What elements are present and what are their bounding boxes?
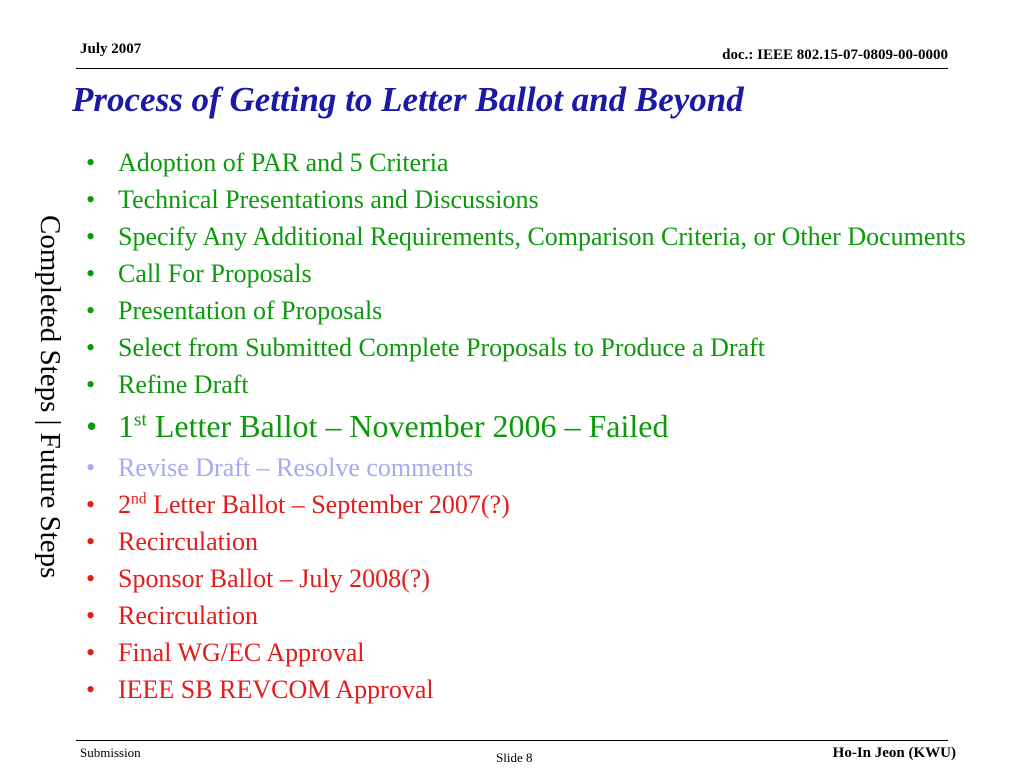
- header-doc-id: doc.: IEEE 802.15-07-0809-00-0000: [722, 47, 948, 63]
- slide-title: Process of Getting to Letter Ballot and Beyond: [72, 80, 744, 119]
- bullet-item-future: [86, 635, 996, 672]
- bullet-text: Refine Draft: [118, 370, 249, 399]
- bullet-text: Letter Ballot – November 2006 – Failed: [146, 408, 669, 444]
- bullet-dot-icon: •: [86, 333, 96, 362]
- bullet-dot-icon: •: [86, 601, 96, 630]
- bullet-item: [86, 219, 996, 256]
- bullet-dot-icon: •: [86, 675, 96, 704]
- footer-divider: [76, 740, 948, 741]
- bullet-text: Adoption of PAR and 5 Criteria: [118, 148, 449, 177]
- footer-slide-number: Slide 8: [496, 750, 533, 765]
- bullet-item-current: [86, 404, 996, 450]
- bullet-text: Specify Any Additional Requirements, Comparison Criteria, or Other Documents: [118, 222, 966, 251]
- bullet-item: [86, 182, 996, 219]
- header-date: July 2007: [80, 41, 142, 57]
- bullet-text: Technical Presentations and Discussions: [118, 185, 539, 214]
- bullet-dot-icon: •: [86, 453, 96, 482]
- bullet-item-future: [86, 672, 996, 709]
- side-label: Completed Steps | Future Steps: [34, 215, 66, 579]
- bullet-ordinal: 2: [118, 490, 131, 519]
- bullet-item-future: [86, 598, 996, 635]
- bullet-text: Sponsor Ballot – July 2008(?): [118, 564, 430, 593]
- bullet-text: Call For Proposals: [118, 259, 312, 288]
- bullet-dot-icon: •: [86, 296, 96, 325]
- header-divider: [76, 68, 948, 69]
- bullet-item: [86, 367, 996, 404]
- bullet-list: [86, 145, 996, 709]
- bullet-item: [86, 256, 996, 293]
- bullet-item-future: [86, 524, 996, 561]
- bullet-item-future: [86, 561, 996, 598]
- bullet-ordinal-suffix: st: [134, 409, 147, 431]
- bullet-item-future: [86, 487, 996, 524]
- bullet-text: Revise Draft – Resolve comments: [118, 453, 474, 482]
- bullet-dot-icon: •: [86, 185, 96, 214]
- bullet-text: Letter Ballot – September 2007(?): [146, 490, 510, 519]
- bullet-item: [86, 145, 996, 182]
- footer-author: Ho-In Jeon (KWU): [832, 745, 956, 761]
- bullet-dot-icon: •: [86, 564, 96, 593]
- bullet-text: Presentation of Proposals: [118, 296, 383, 325]
- bullet-ordinal-suffix: nd: [131, 490, 147, 508]
- bullet-text: Recirculation: [118, 527, 259, 556]
- bullet-text: Final WG/EC Approval: [118, 638, 365, 667]
- bullet-dot-icon: •: [86, 370, 96, 399]
- bullet-dot-icon: •: [86, 259, 96, 288]
- bullet-dot-icon: •: [86, 490, 96, 519]
- bullet-dot-icon: •: [86, 527, 96, 556]
- bullet-dot-icon: •: [86, 222, 96, 251]
- footer-submission: Submission: [80, 745, 141, 760]
- bullet-dot-icon: •: [86, 408, 98, 444]
- bullet-item-in-progress: [86, 450, 996, 487]
- bullet-text: IEEE SB REVCOM Approval: [118, 675, 434, 704]
- bullet-ordinal: 1: [118, 408, 134, 444]
- bullet-text: Select from Submitted Complete Proposals to Produce a Draft: [118, 333, 765, 362]
- bullet-dot-icon: •: [86, 638, 96, 667]
- bullet-dot-icon: •: [86, 148, 96, 177]
- bullet-text: Recirculation: [118, 601, 259, 630]
- bullet-item: [86, 293, 996, 330]
- bullet-item: [86, 330, 996, 367]
